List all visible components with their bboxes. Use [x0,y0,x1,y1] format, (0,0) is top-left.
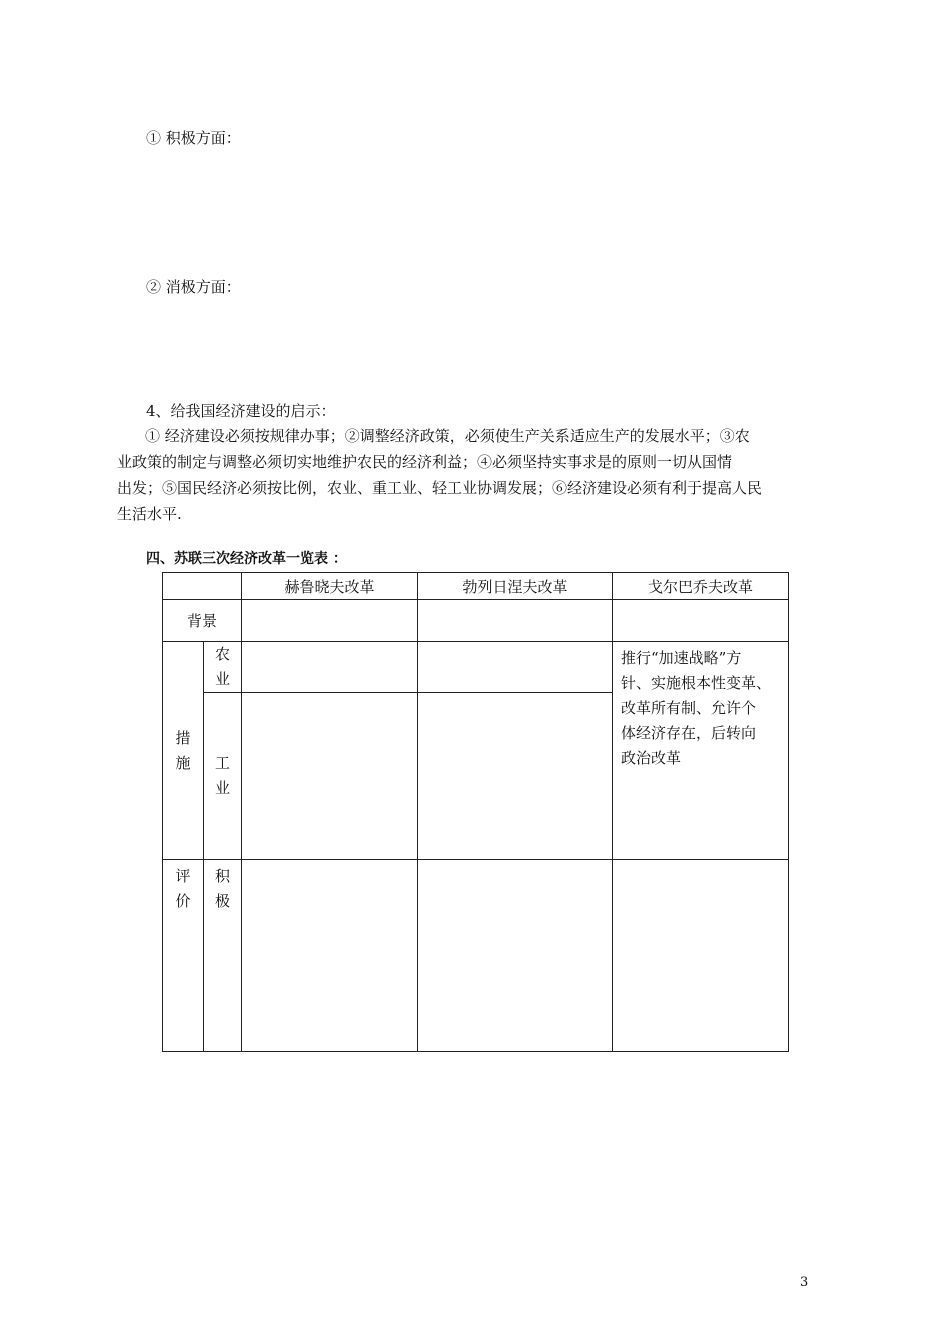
header-khrushchev: 赫鲁晓夫改革 [242,573,418,600]
cell-background-brezhnev [418,600,613,642]
cell-agriculture-brezhnev [418,642,613,693]
sub-label-industry: 工 业 [204,693,242,860]
cell-positive-gorbachev [613,860,789,1052]
cell-industry-khrushchev [242,693,418,860]
paragraph-line: 出发；⑤国民经济必须按比例，农业、重工业、轻工业协调发展；⑥经济建设必须有利于提高人民 [117,479,763,497]
cell-agriculture-khrushchev [242,642,418,693]
sub-label-positive: 积 极 [204,860,242,1052]
sub-label-agriculture: 农 业 [204,642,242,693]
header-brezhnev: 勃列日涅夫改革 [418,573,613,600]
section4-paragraph [117,423,797,527]
negative-aspect-label: ② 消极方面： [146,278,241,296]
cell-industry-brezhnev [418,693,613,860]
paragraph-line: 生活水平. [117,505,182,523]
cell-background-gorbachev [613,600,789,642]
page-number: 3 [800,1275,809,1290]
paragraph-line: 业政策的制定与调整必须切实地维护农民的经济利益；④必须坚持实事求是的原则一切从国情 [117,453,733,471]
cell-background-khrushchev [242,600,418,642]
table-title: 四、苏联三次经济改革一览表 ： [146,551,347,567]
cell-positive-brezhnev [418,860,613,1052]
reform-table [162,572,789,1052]
row-label-evaluation: 评 价 [163,860,204,1052]
paragraph-line: ① 经济建设必须按规律办事；②调整经济政策，必须使生产关系适应生产的发展水平；③农 [145,427,750,445]
cell-measures-gorbachev: 推行“加速战略”方 针、实施根本性变革、 改革所有制、允许个 体经济存在，后转向 政治改革 [613,642,789,860]
cell-positive-khrushchev [242,860,418,1052]
row-label-background: 背景 [163,600,242,642]
table-corner-cell [163,573,242,600]
positive-aspect-label: ① 积极方面： [146,129,241,147]
header-gorbachev: 戈尔巴乔夫改革 [613,573,789,600]
row-label-measures: 措 施 [163,642,204,860]
section4-title: 4、给我国经济建设的启示： [146,402,336,420]
